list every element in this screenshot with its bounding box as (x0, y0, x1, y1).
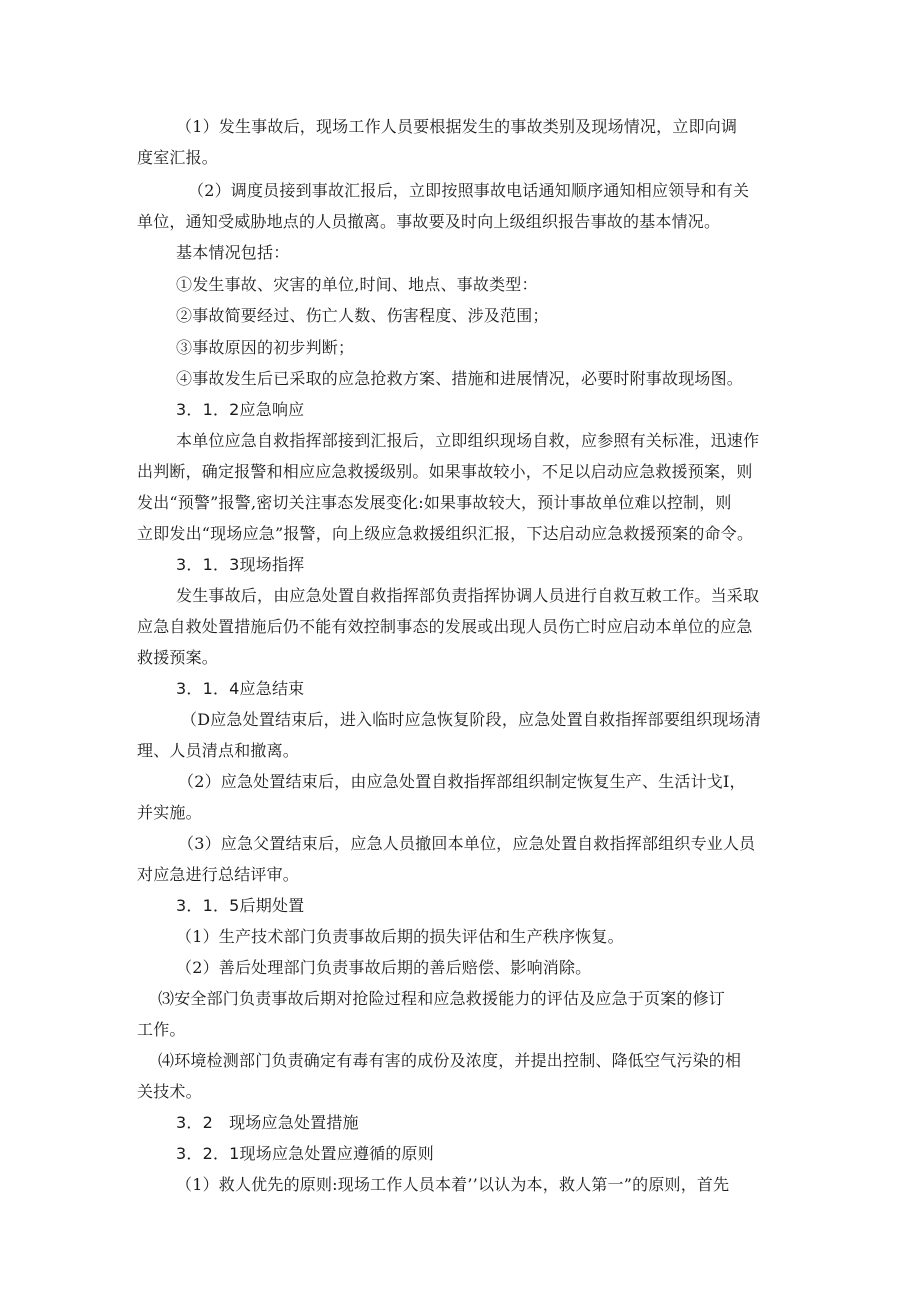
list-item: ③事故原因的初步判断； (176, 338, 355, 357)
paragraph-line: 基本情况包括： (176, 243, 290, 262)
paragraph-line: （2）调度员接到事故汇报后，立即按照事故电话通知顺序通知相应领导和有关 (188, 181, 750, 200)
paragraph-line: ⑷环境检测部门负责确定有毒有害的成份及浓度，并提出控制、降低空气污染的相 (158, 1051, 742, 1070)
section-heading: 3．1．4应急结束 (176, 679, 305, 698)
paragraph-line: 理、人员清点和撤离。 (137, 741, 300, 760)
paragraph-line: 并实施。 (137, 803, 202, 822)
paragraph-line: 对应急进行总结评审。 (137, 865, 300, 884)
paragraph-line: 发生事故后，由应急处置自救指挥部负责指挥协调人员进行自救互敕工作。当采取 (176, 586, 760, 605)
paragraph-line: （1）生产技术部门负责事故后期的损失评估和生产秩序恢复。 (176, 927, 624, 946)
paragraph-line: 立即发出“现场应急”报警，向上级应急救援组织汇报，下达启动应急救援预案的命令。 (137, 524, 754, 543)
paragraph-line: 单位，通知受威胁地点的人员撤离。事故要及时向上级组织报告事故的基本情况。 (137, 212, 721, 231)
paragraph-line: （1）救人优先的原则:现场工作人员本着’’以认为本，救人第一”的原则，首先 (176, 1175, 730, 1194)
paragraph-line: （2）善后处理部门负责事故后期的善后赔偿、影响消除。 (176, 958, 592, 977)
paragraph-line: ⑶安全部门负责事故后期对抢险过程和应急救援能力的评估及应急于页案的修订 (158, 989, 726, 1008)
paragraph-line: 发出“预警”报警,密切关注事态发展变化:如果事故较大，预计事故单位难以控制，则 (137, 493, 732, 512)
paragraph-line: （D应急处置结束后，进入临时应急恢复阶段，应急处置自救指挥部要组织现场清 (181, 710, 762, 729)
paragraph-line: （3）应急父置结束后，应急人员撤回本单位，应急处置自救指挥部组织专业人员 (178, 834, 756, 853)
section-heading: 3．1．5后期处置 (176, 896, 305, 915)
section-heading: 3．1．3现场指挥 (176, 555, 305, 574)
list-item: ②事故简要经过、伤亡人数、伤害程度、涉及范围； (176, 306, 549, 325)
paragraph-line: 关技术。 (137, 1082, 202, 1101)
list-item: ④事故发生后已采取的应急抢救方案、措施和进展情况，必要时附事故现场图。 (176, 369, 744, 388)
paragraph-line: （2）应急处置结束后，由应急处置自救指挥部组织制定恢复生产、生活计戈I， (178, 772, 746, 791)
list-item: ①发生事故、灾害的单位,时间、地点、事故类型： (176, 275, 538, 294)
paragraph-line: （1）发生事故后，现场工作人员要根据发生的事故类别及现场情况，立即向调 (176, 117, 738, 136)
paragraph-line: 工作。 (137, 1020, 186, 1039)
section-heading: 3．1．2应急响应 (176, 400, 305, 419)
paragraph-line: 救援预案。 (137, 648, 219, 667)
paragraph-line: 度室汇报。 (137, 148, 219, 167)
section-heading: 3．2 现场应急处置措施 (176, 1113, 359, 1132)
paragraph-line: 出判断，确定报警和相应应急救援级别。如果事故较小，不足以启动应急救援预案，则 (137, 462, 753, 481)
paragraph-line: 应急自救处置措施后仍不能有效控制事态的发展或出现人员伤亡时应启动本单位的应急 (137, 617, 753, 636)
paragraph-line: 本单位应急自救指挥部接到汇报后，立即组织现场自救，应参照有关标准，迅速作 (176, 431, 760, 450)
section-heading: 3．2．1现场应急处置应遵循的原则 (176, 1144, 434, 1163)
